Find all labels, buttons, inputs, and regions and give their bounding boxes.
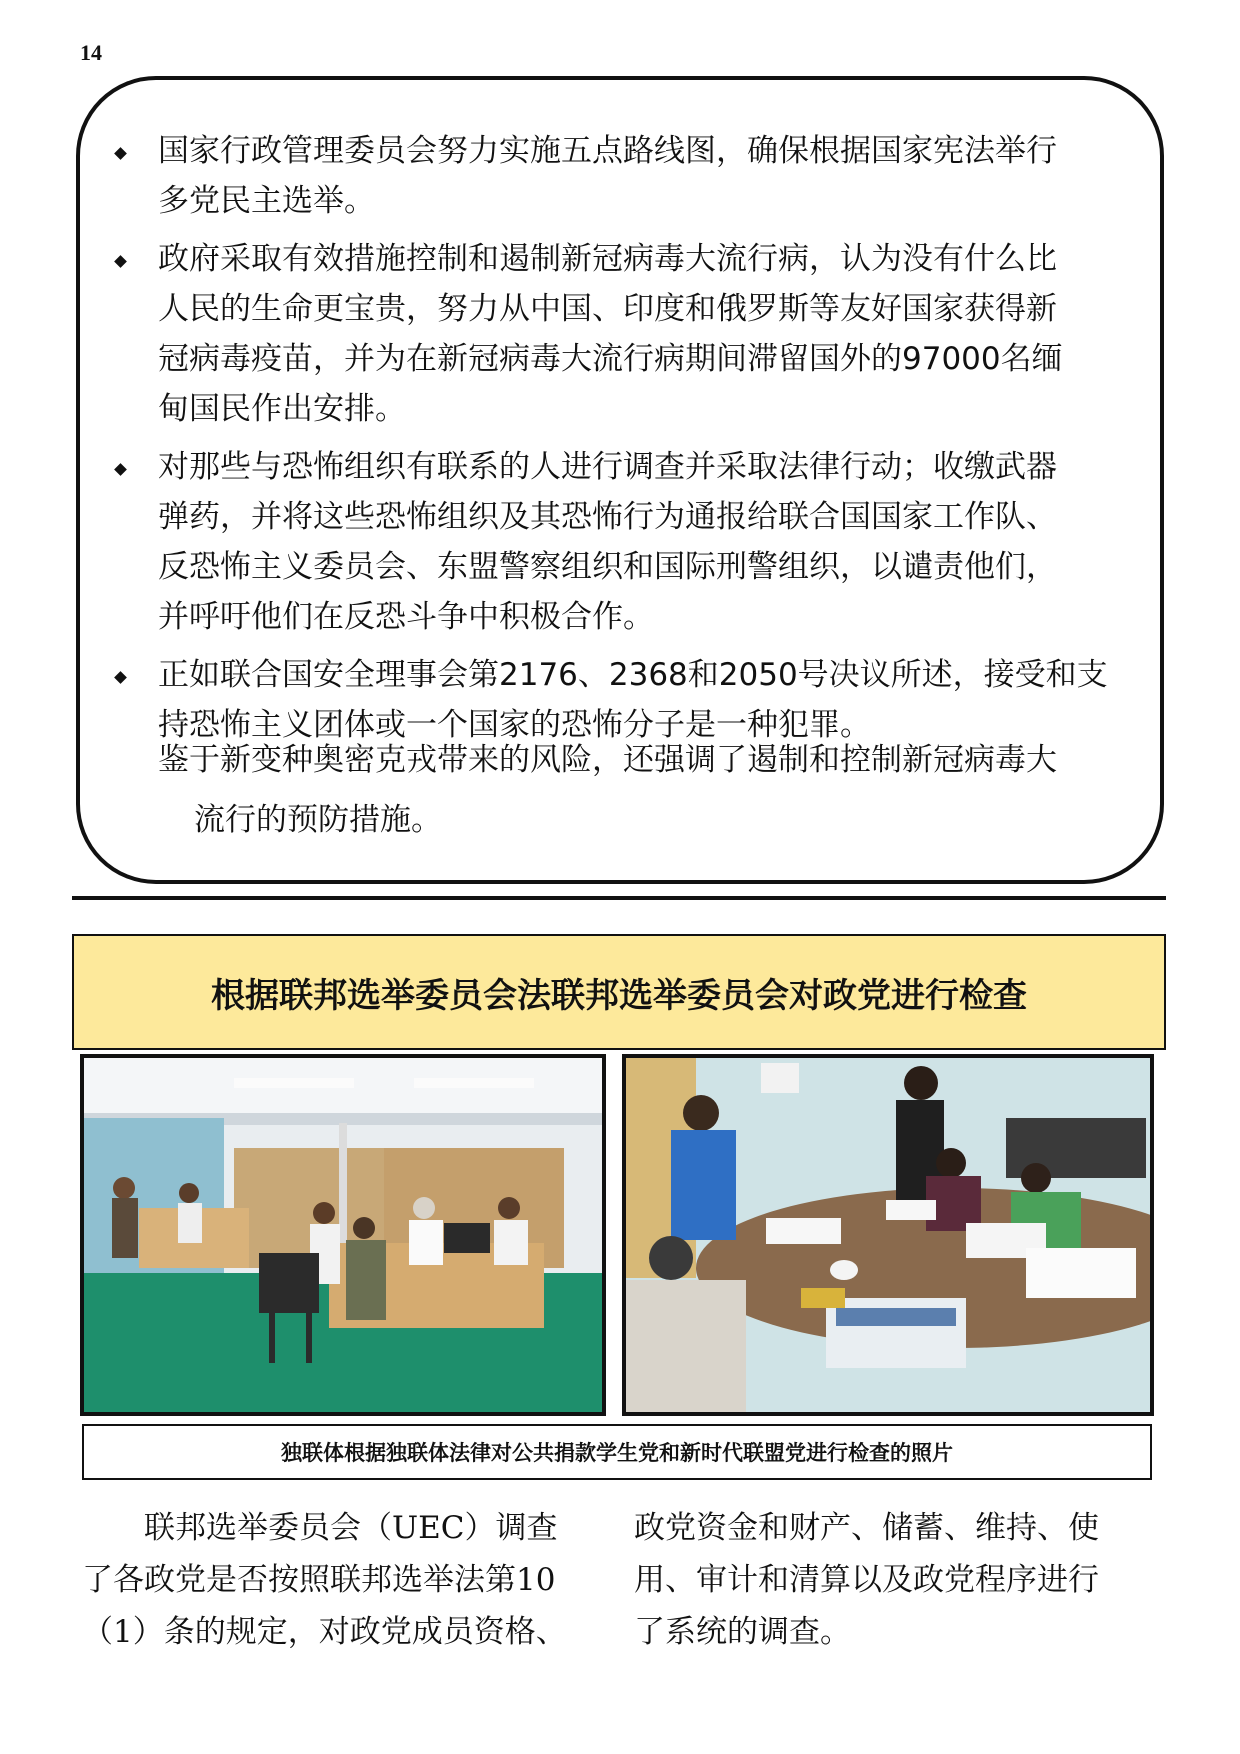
section-banner: [72, 934, 1166, 1050]
bullet-line: 并呼吁他们在反恐斗争中积极合作。: [158, 599, 654, 635]
diamond-bullet-icon: [114, 147, 127, 160]
body-line: 了系统的调查。: [634, 1614, 851, 1650]
note-line: 鉴于新变种奥密克戎带来的风险，还强调了遏制和控制新冠病毒大: [158, 742, 1057, 778]
bullet-line: 多党民主选举。: [158, 183, 375, 219]
inspection-photo-left: [80, 1054, 606, 1416]
inspection-photo-right: [622, 1054, 1154, 1416]
bullet-line: 持恐怖主义团体或一个国家的恐怖分子是一种犯罪。: [158, 707, 871, 743]
bullet-item: [80, 442, 1160, 642]
bullet-item: [80, 126, 1160, 226]
diamond-bullet-icon: [114, 463, 127, 476]
bullet-line: 正如联合国安全理事会第2176、2368和2050号决议所述，接受和支: [158, 657, 1108, 693]
section-title: 根据联邦选举委员会法联邦选举委员会对政党进行检查: [211, 975, 1027, 1016]
bullet-list: [80, 126, 1160, 758]
bullet-line: 政府采取有效措施控制和遏制新冠病毒大流行病，认为没有什么比: [158, 241, 1057, 277]
body-line: 用、审计和清算以及政党程序进行: [634, 1562, 1099, 1598]
bullet-line: 冠病毒疫苗，并为在新冠病毒大流行病期间滞留国外的97000名缅: [158, 341, 1063, 377]
photo-caption: [82, 1424, 1152, 1480]
bullet-line: 人民的生命更宝贵，努力从中国、印度和俄罗斯等友好国家获得新: [158, 291, 1057, 327]
bullet-line: 甸国民作出安排。: [158, 391, 406, 427]
body-column-left: [82, 1502, 602, 1658]
photo-caption-text: 独联体根据独联体法律对公共捐款学生党和新时代联盟党进行检查的照片: [281, 1441, 953, 1465]
bullet-item: [80, 234, 1160, 434]
page-number: 14: [80, 40, 102, 65]
note-line: 流行的预防措施。: [194, 802, 442, 838]
body-line: （1）条的规定，对政党成员资格、: [82, 1614, 567, 1650]
body-line: 联邦选举委员会（UEC）调查: [82, 1510, 558, 1546]
office-meeting-photo: [84, 1058, 602, 1412]
body-line: 政党资金和财产、储蓄、维持、使: [634, 1510, 1099, 1546]
summary-box: [76, 76, 1164, 884]
bullet-line: 弹药，并将这些恐怖组织及其恐怖行为通报给联合国国家工作队、: [158, 499, 1057, 535]
bullet-line: 国家行政管理委员会努力实施五点路线图，确保根据国家宪法举行: [158, 133, 1057, 169]
body-line: 了各政党是否按照联邦选举法第10: [82, 1562, 556, 1598]
closing-note: [158, 730, 1120, 850]
section-divider: [72, 896, 1166, 900]
party-review-photo: [626, 1058, 1150, 1412]
bullet-line: 反恐怖主义委员会、东盟警察组织和国际刑警组织，以谴责他们，: [158, 549, 1057, 585]
body-column-right: [634, 1502, 1154, 1658]
diamond-bullet-icon: [114, 255, 127, 268]
bullet-line: 对那些与恐怖组织有联系的人进行调查并采取法律行动；收缴武器: [158, 449, 1057, 485]
diamond-bullet-icon: [114, 671, 127, 684]
